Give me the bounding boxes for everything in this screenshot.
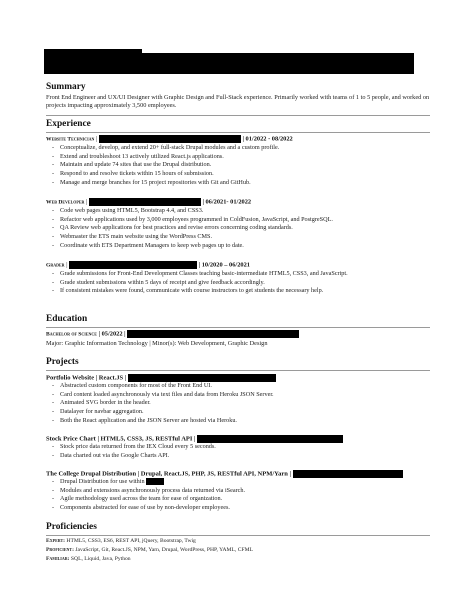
- job-dates: | 01/2022 - 08/2022: [242, 135, 293, 143]
- summary-text: Front End Engineer and UX/UI Designer with Graphic Design and Full-Stack experience. Primarily worked with teams of 1 to 5 people, and worked on projects impacting approximately 3,500 employees.: [46, 94, 430, 110]
- list-item: - Data charted out via the Google Charts API.: [50, 452, 428, 461]
- skill-row: [46, 537, 430, 546]
- project-title: The College Drupal Distribution | Drupal, React.JS, PHP, JS, RESTful API, NPM/Yarn |: [46, 470, 291, 478]
- skill-row: [46, 546, 430, 555]
- list-item: - Respond to and resolve tickets within 15 hours of submission.: [50, 170, 428, 179]
- list-item: - Grade student submissions within 5 days of receipt and give feedback accordingly.: [50, 279, 428, 288]
- list-item: - Stock price data returned from the IEX Cloud every 5 seconds.: [50, 443, 428, 452]
- list-item: - Animated SVG border in the header.: [50, 399, 428, 408]
- projects-rule: [46, 370, 430, 371]
- list-item: - Components abstracted for ease of use by non-developer employees.: [50, 504, 428, 513]
- list-item: - Abstracted custom components for most of the Front End UI.: [50, 382, 428, 391]
- education-heading: Education: [46, 314, 88, 324]
- list-item: - Conceptualize, develop, and extend 20+ full-stack Drupal modules and a custom profile.: [50, 144, 428, 153]
- link-redaction: [197, 435, 343, 443]
- list-item: [50, 478, 428, 487]
- proficiencies-heading: Proficiencies: [46, 522, 97, 532]
- list-item: - Both the React application and the JSON Server are hosted via Heroku.: [50, 417, 428, 426]
- school-redaction: [127, 330, 299, 338]
- skill-value: HTML5, CSS3, ES6, REST API, jQuery, Bootstrap, Twig: [66, 538, 196, 544]
- employer-redaction: [99, 135, 241, 143]
- project-bullets: [50, 443, 428, 460]
- link-redaction: [128, 374, 276, 382]
- projects-heading: Projects: [46, 357, 79, 367]
- degree-major: Major: Graphic Information Technology | Minor(s): Web Development, Graphic Design: [46, 340, 268, 347]
- list-item: - If consistent mistakes were found, communicate with course instructors to get students the necessary help.: [50, 287, 428, 296]
- list-item: - Code web pages using HTML5, Bootstrap 4.4, and CSS3.: [50, 207, 428, 216]
- job-dates: | 06/2021- 01/2022: [202, 198, 252, 206]
- list-item: - Maintain and update 74 sites that use the Drupal distribution.: [50, 161, 428, 170]
- list-item: - Agile methodology used across the team for ease of organization.: [50, 495, 428, 504]
- list-item: - QA Review web applications for best practices and revise errors concerning coding standards.: [50, 224, 428, 233]
- project-bullets: [50, 478, 428, 513]
- job-dates: | 10/2020 – 06/2021: [198, 261, 250, 269]
- degree-header: [46, 330, 299, 338]
- employer-redaction: [69, 261, 197, 269]
- job-separator: |: [66, 261, 68, 269]
- job-title: Grader: [46, 262, 65, 269]
- experience-rule: [46, 132, 430, 133]
- name-redaction: [44, 53, 414, 74]
- education-rule: [46, 327, 430, 328]
- project-title: Stock Price Chart | HTML5, CSS3, JS, RESTful API |: [46, 435, 196, 443]
- list-item: - Extend and troubleshoot 13 actively utilized React.js applications.: [50, 153, 428, 162]
- job-bullets: [50, 207, 428, 251]
- list-item: - Datalayer for navbar aggregation.: [50, 408, 428, 417]
- employer-redaction: [89, 198, 201, 206]
- list-item: - Card content loaded asynchronously via text files and data from Heroku JSON Server.: [50, 391, 428, 400]
- degree-title: Bachelor of Science: [46, 331, 97, 338]
- list-item: - Grade submissions for Front-End Development Classes teaching basic-intermediate HTML5, CSS3, and JavaScript.: [50, 270, 428, 279]
- skills-list: [46, 537, 430, 564]
- list-item: - Refactor web applications used by 3,000 employees programmed in ColdFusion, JavaScript, and PostgreSQL.: [50, 216, 428, 225]
- proficiencies-rule: [46, 535, 430, 536]
- project-bullets: [50, 382, 428, 426]
- project-title: Portfolio Website | React.JS |: [46, 374, 127, 382]
- summary-heading: Summary: [46, 82, 86, 92]
- summary-rule: [46, 115, 430, 116]
- job-header: [46, 198, 251, 206]
- experience-heading: Experience: [46, 119, 91, 129]
- job-title: Website Technician: [46, 136, 95, 143]
- job-bullets: [50, 270, 428, 296]
- link-redaction: [293, 470, 403, 478]
- job-separator: |: [85, 198, 88, 206]
- list-item: - Manage and merge branches for 15 project repositories with Git and GitHub.: [50, 179, 428, 188]
- skill-label: Expert:: [46, 538, 66, 544]
- skill-label: Familiar:: [46, 556, 70, 562]
- list-item-text: Drupal Distribution for use within: [60, 478, 145, 485]
- org-redaction: [146, 478, 164, 485]
- job-bullets: [50, 144, 428, 188]
- skill-value: SQL, Liquid, Java, Python: [70, 556, 131, 562]
- job-title: Web Developer: [46, 199, 85, 206]
- skill-label: Proficient:: [46, 547, 74, 553]
- job-header: [46, 135, 293, 143]
- list-item: - Coordinate with ETS Department Managers to keep web pages up to date.: [50, 242, 428, 251]
- job-separator: |: [96, 135, 98, 143]
- skill-value: JavaScript, Git, React.JS, NPM, Yarn, Drupal, WordPress, PHP, YAML, CFML: [75, 547, 253, 553]
- skill-row: [46, 555, 430, 564]
- list-item: - Webmaster the ETS main website using the WordPress CMS.: [50, 233, 428, 242]
- list-item: - Modules and extensions asynchronously process data returned via iSearch.: [50, 487, 428, 496]
- job-header: [46, 261, 250, 269]
- degree-date: | 05/2022 |: [98, 330, 126, 338]
